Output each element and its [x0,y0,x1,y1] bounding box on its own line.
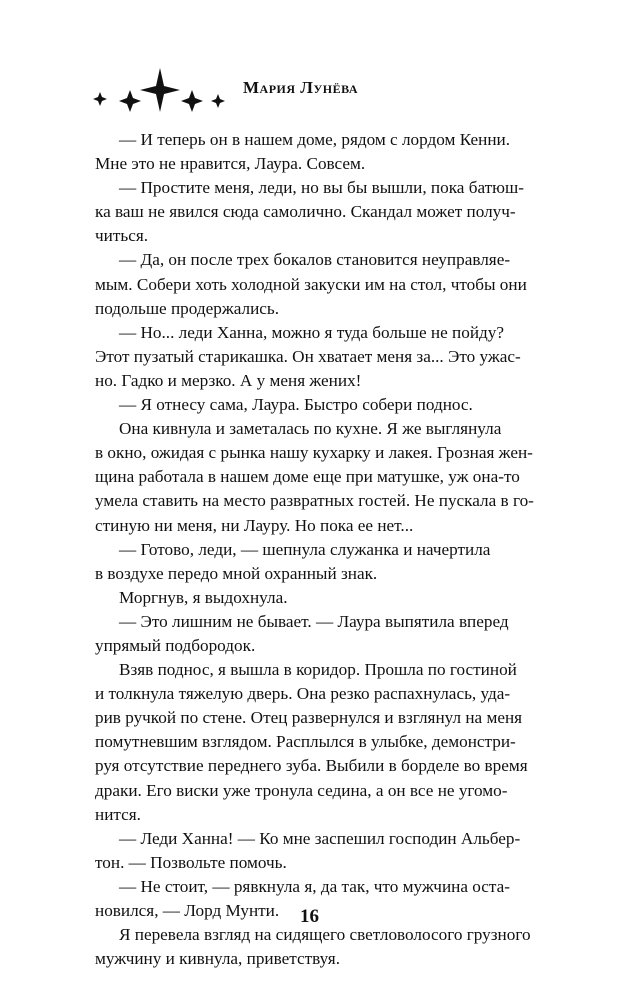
text-line: драки. Его виски уже тронула седина, а он все не угомо- [95,780,508,800]
text-line: Взяв поднос, я вышла в коридор. Прошла по гостиной [119,660,517,680]
stars-ornament-icon [92,64,242,116]
text-line: — Не стоит, — рявкнула я, да так, что мужчина оста- [119,876,510,896]
text-line: подольше продержались. [95,298,280,318]
text-line: руя отсутствие переднего зуба. Выбили в борделе во время [95,756,528,776]
text-line: нится. [95,804,141,824]
text-line: рив ручкой по стене. Отец развернулся и взглянул на меня [95,708,523,728]
text-line: — Да, он после трех бокалов становится неуправляе- [119,250,511,270]
text-line: помутневшим взглядом. Расплылся в улыбке, демонстри- [95,732,516,752]
page-number: 16 [300,906,319,927]
text-line: Я перевела взгляд на сидящего светловолосого грузного [119,925,531,945]
text-line: мым. Собери хоть холодной закуски им на стол, чтобы они [95,274,527,294]
text-line: Моргнув, я выдохнула. [119,587,288,607]
text-line: — Простите меня, леди, но вы бы вышли, пока батюш- [119,178,524,198]
body-text [95,128,549,971]
text-line: — Это лишним не бывает. — Лаура выпятила вперед [119,611,509,631]
text-line: в окно, ожидая с рынка нашу кухарку и лакея. Грозная жен- [95,443,533,463]
text-line: — Леди Ханна! — Ко мне заспешил господин Альбер- [119,828,521,848]
text-line: мужчину и кивнула, приветствуя. [95,949,341,969]
text-line: но. Гадко и мерзко. А у меня жених! [95,370,362,390]
text-line: читься. [95,226,149,246]
text-line: щина работала в нашем доме еще при матушке, уж она-то [95,467,520,487]
text-line: — Я отнесу сама, Лаура. Быстро собери поднос. [119,395,473,415]
text-line: Она кивнула и заметалась по кухне. Я же выглянула [119,419,502,439]
text-line: в воздухе передо мной охранный знак. [95,563,378,583]
text-line: ка ваш не явился сюда самолично. Скандал может получ- [95,202,516,222]
text-line: и толкнула тяжелую дверь. Она резко распахнулась, уда- [95,684,511,704]
text-line: Мне это не нравится, Лаура. Совсем. [95,154,366,174]
text-line: упрямый подбородок. [95,635,256,655]
text-line: — Но... леди Ханна, можно я туда больше не пойду? [119,322,504,342]
text-line: стиную ни меня, ни Лауру. Но пока ее нет... [95,515,414,535]
text-line: Этот пузатый старикашка. Он хватает меня за... Это ужас- [95,346,521,366]
text-line: — И теперь он в нашем доме, рядом с лордом Кенни. [119,130,511,149]
running-head-author: Мария Лунёва [243,78,359,97]
text-line: умела ставить на место развратных гостей. Не пускала в го- [95,491,534,511]
text-line: тон. — Позвольте помочь. [95,852,287,872]
text-line: — Готово, леди, — шепнула служанка и начертила [119,539,491,559]
text-line: новился, — Лорд Мунти. [95,901,280,920]
